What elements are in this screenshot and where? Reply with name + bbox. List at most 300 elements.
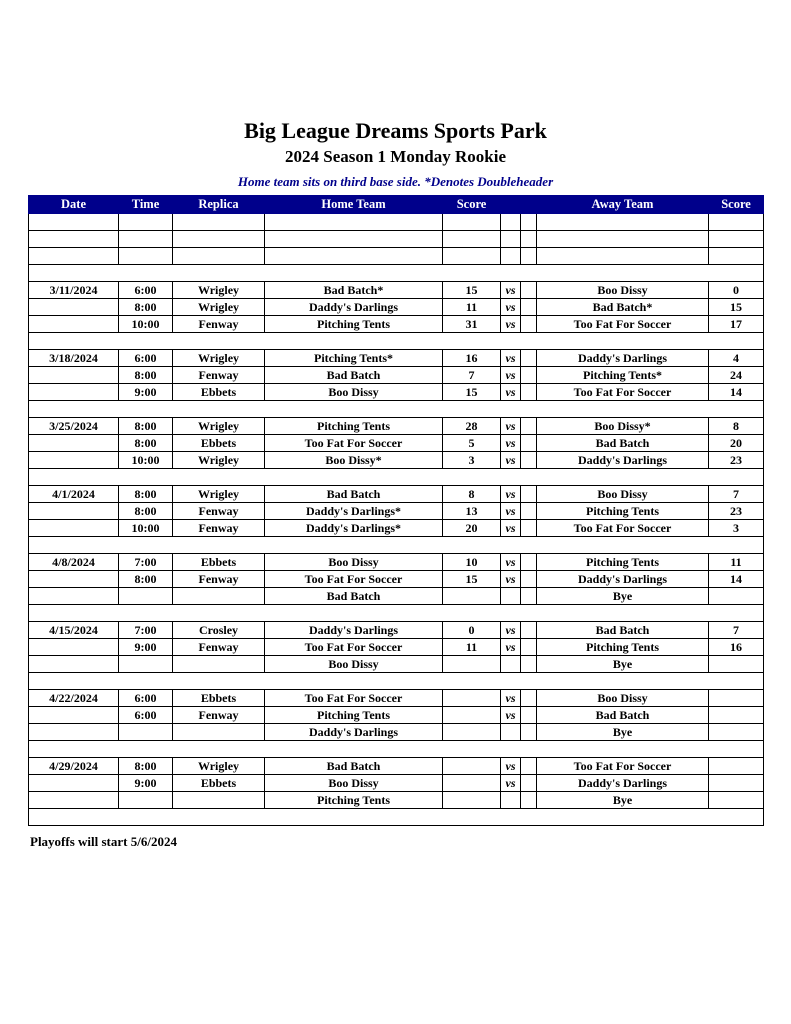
- time-cell: 8:00: [119, 367, 173, 384]
- replica-cell: Wrigley: [173, 486, 265, 503]
- home-team-cell: [265, 248, 443, 265]
- vs-cell: vs: [501, 622, 521, 639]
- sep-row: [29, 333, 764, 350]
- replica-cell: [173, 724, 265, 741]
- away-score-cell: 24: [709, 367, 764, 384]
- home-score-cell: [443, 231, 501, 248]
- away-team-cell: Bad Batch: [537, 435, 709, 452]
- vs-cell: vs: [501, 690, 521, 707]
- home-team-cell: Pitching Tents*: [265, 350, 443, 367]
- date-cell: 4/29/2024: [29, 758, 119, 775]
- gap-cell: [521, 299, 537, 316]
- home-team-cell: Boo Dissy: [265, 554, 443, 571]
- away-score-cell: 16: [709, 639, 764, 656]
- away-score-cell: [709, 690, 764, 707]
- home-score-cell: 15: [443, 384, 501, 401]
- vs-cell: [501, 588, 521, 605]
- vs-cell: vs: [501, 554, 521, 571]
- date-cell: [29, 214, 119, 231]
- schedule-table: [28, 195, 764, 826]
- time-cell: 8:00: [119, 758, 173, 775]
- home-team-cell: [265, 231, 443, 248]
- home-team-note: Home team sits on third base side. *Denotes Doubleheader: [237, 174, 554, 189]
- away-score-cell: [709, 588, 764, 605]
- date-cell: [29, 656, 119, 673]
- replica-cell: Crosley: [173, 622, 265, 639]
- replica-cell: Wrigley: [173, 350, 265, 367]
- replica-cell: [173, 656, 265, 673]
- time-cell: 9:00: [119, 384, 173, 401]
- away-score-cell: 14: [709, 571, 764, 588]
- date-cell: [29, 571, 119, 588]
- time-cell: 10:00: [119, 520, 173, 537]
- home-team-cell: Pitching Tents: [265, 792, 443, 809]
- date-cell: [29, 520, 119, 537]
- date-cell: [29, 452, 119, 469]
- home-team-cell: Bad Batch: [265, 758, 443, 775]
- game-row: [29, 707, 764, 724]
- blank-row: [29, 248, 764, 265]
- away-score-cell: 8: [709, 418, 764, 435]
- away-score-cell: 20: [709, 435, 764, 452]
- away-team-cell: Bye: [537, 656, 709, 673]
- home-team-cell: Bad Batch: [265, 588, 443, 605]
- away-score-cell: 17: [709, 316, 764, 333]
- gap-cell: [521, 792, 537, 809]
- home-score-cell: 5: [443, 435, 501, 452]
- home-score-cell: 11: [443, 299, 501, 316]
- vs-cell: vs: [501, 571, 521, 588]
- bye-row: [29, 588, 764, 605]
- page-title: Big League Dreams Sports Park: [244, 118, 547, 143]
- gap-cell: [521, 554, 537, 571]
- gap-cell: [521, 656, 537, 673]
- date-cell: [29, 231, 119, 248]
- home-score-cell: [443, 792, 501, 809]
- away-team-cell: Boo Dissy*: [537, 418, 709, 435]
- away-team-cell: Daddy's Darlings: [537, 350, 709, 367]
- time-cell: 8:00: [119, 571, 173, 588]
- away-team-cell: Too Fat For Soccer: [537, 520, 709, 537]
- col-header-time: Time: [119, 196, 173, 214]
- away-team-cell: Pitching Tents: [537, 554, 709, 571]
- time-cell: 8:00: [119, 503, 173, 520]
- away-team-cell: Bad Batch: [537, 622, 709, 639]
- game-row: [29, 571, 764, 588]
- home-team-cell: [265, 214, 443, 231]
- sep-row: [29, 401, 764, 418]
- separator-band: [29, 605, 764, 622]
- date-cell: [29, 299, 119, 316]
- gap-cell: [521, 452, 537, 469]
- game-row: [29, 316, 764, 333]
- replica-cell: Fenway: [173, 639, 265, 656]
- vs-cell: vs: [501, 435, 521, 452]
- vs-cell: vs: [501, 486, 521, 503]
- col-header-date: Date: [29, 196, 119, 214]
- away-team-cell: Bye: [537, 588, 709, 605]
- home-score-cell: 10: [443, 554, 501, 571]
- home-team-cell: Pitching Tents: [265, 707, 443, 724]
- time-cell: 8:00: [119, 418, 173, 435]
- col-header-home-team: Home Team: [265, 196, 443, 214]
- replica-cell: Wrigley: [173, 452, 265, 469]
- home-team-cell: Daddy's Darlings: [265, 622, 443, 639]
- time-cell: [119, 724, 173, 741]
- home-score-cell: 0: [443, 622, 501, 639]
- away-team-cell: Daddy's Darlings: [537, 452, 709, 469]
- vs-cell: [501, 231, 521, 248]
- home-team-cell: Daddy's Darlings*: [265, 503, 443, 520]
- sep-row: [29, 537, 764, 554]
- time-cell: [119, 214, 173, 231]
- home-team-cell: Too Fat For Soccer: [265, 690, 443, 707]
- time-cell: [119, 231, 173, 248]
- home-team-cell: Boo Dissy: [265, 656, 443, 673]
- col-header-away-team: Away Team: [537, 196, 709, 214]
- game-row: [29, 758, 764, 775]
- away-team-cell: Too Fat For Soccer: [537, 316, 709, 333]
- date-cell: 3/18/2024: [29, 350, 119, 367]
- separator-band: [29, 333, 764, 350]
- home-score-cell: 11: [443, 639, 501, 656]
- game-row: [29, 554, 764, 571]
- home-score-cell: [443, 707, 501, 724]
- gap-cell: [521, 248, 537, 265]
- home-score-cell: 7: [443, 367, 501, 384]
- replica-cell: Ebbets: [173, 775, 265, 792]
- home-team-cell: Daddy's Darlings: [265, 299, 443, 316]
- gap-cell: [521, 384, 537, 401]
- date-cell: 3/11/2024: [29, 282, 119, 299]
- replica-cell: Wrigley: [173, 418, 265, 435]
- away-score-cell: 15: [709, 299, 764, 316]
- time-cell: 8:00: [119, 299, 173, 316]
- col-header-gap: [521, 196, 537, 214]
- separator-band: [29, 537, 764, 554]
- vs-cell: vs: [501, 452, 521, 469]
- separator-band: [29, 401, 764, 418]
- home-score-cell: [443, 588, 501, 605]
- playoffs-note: Playoffs will start 5/6/2024: [30, 834, 177, 849]
- date-cell: 4/1/2024: [29, 486, 119, 503]
- replica-cell: [173, 792, 265, 809]
- bye-row: [29, 656, 764, 673]
- home-score-cell: [443, 248, 501, 265]
- header-row: [29, 196, 764, 214]
- away-score-cell: [709, 707, 764, 724]
- separator-band: [29, 809, 764, 826]
- replica-cell: Fenway: [173, 316, 265, 333]
- page-header: [0, 0, 791, 190]
- replica-cell: [173, 248, 265, 265]
- vs-cell: [501, 214, 521, 231]
- home-team-cell: Bad Batch: [265, 367, 443, 384]
- sep-row: [29, 673, 764, 690]
- home-score-cell: [443, 690, 501, 707]
- time-cell: 7:00: [119, 622, 173, 639]
- home-team-cell: Pitching Tents: [265, 316, 443, 333]
- away-team-cell: Pitching Tents: [537, 639, 709, 656]
- game-row: [29, 690, 764, 707]
- away-score-cell: [709, 724, 764, 741]
- replica-cell: Fenway: [173, 520, 265, 537]
- gap-cell: [521, 707, 537, 724]
- separator-band: [29, 469, 764, 486]
- home-score-cell: 31: [443, 316, 501, 333]
- away-score-cell: 11: [709, 554, 764, 571]
- away-team-cell: Boo Dissy: [537, 282, 709, 299]
- away-team-cell: Pitching Tents*: [537, 367, 709, 384]
- away-team-cell: Too Fat For Soccer: [537, 758, 709, 775]
- gap-cell: [521, 316, 537, 333]
- home-team-cell: Too Fat For Soccer: [265, 571, 443, 588]
- date-cell: 4/15/2024: [29, 622, 119, 639]
- schedule-body: [29, 214, 764, 826]
- away-team-cell: Daddy's Darlings: [537, 571, 709, 588]
- replica-cell: [173, 231, 265, 248]
- home-score-cell: 28: [443, 418, 501, 435]
- sep-row: [29, 809, 764, 826]
- time-cell: 7:00: [119, 554, 173, 571]
- replica-cell: Wrigley: [173, 282, 265, 299]
- game-row: [29, 520, 764, 537]
- home-score-cell: [443, 724, 501, 741]
- away-team-cell: Pitching Tents: [537, 503, 709, 520]
- sep-row: [29, 741, 764, 758]
- date-cell: [29, 792, 119, 809]
- time-cell: 6:00: [119, 350, 173, 367]
- gap-cell: [521, 486, 537, 503]
- replica-cell: Wrigley: [173, 299, 265, 316]
- date-cell: [29, 248, 119, 265]
- replica-cell: Ebbets: [173, 384, 265, 401]
- home-team-cell: Bad Batch*: [265, 282, 443, 299]
- date-cell: [29, 639, 119, 656]
- replica-cell: Fenway: [173, 503, 265, 520]
- date-cell: [29, 384, 119, 401]
- gap-cell: [521, 724, 537, 741]
- home-score-cell: 3: [443, 452, 501, 469]
- home-team-cell: Pitching Tents: [265, 418, 443, 435]
- vs-cell: vs: [501, 520, 521, 537]
- separator-band: [29, 673, 764, 690]
- vs-cell: vs: [501, 418, 521, 435]
- col-header-vs: [501, 196, 521, 214]
- gap-cell: [521, 503, 537, 520]
- gap-cell: [521, 520, 537, 537]
- home-team-cell: Daddy's Darlings*: [265, 520, 443, 537]
- date-cell: 4/22/2024: [29, 690, 119, 707]
- game-row: [29, 503, 764, 520]
- blank-row: [29, 231, 764, 248]
- game-row: [29, 282, 764, 299]
- home-score-cell: [443, 758, 501, 775]
- vs-cell: vs: [501, 316, 521, 333]
- home-team-cell: Too Fat For Soccer: [265, 435, 443, 452]
- date-cell: [29, 435, 119, 452]
- date-cell: 4/8/2024: [29, 554, 119, 571]
- replica-cell: Ebbets: [173, 435, 265, 452]
- away-score-cell: [709, 656, 764, 673]
- away-score-cell: 4: [709, 350, 764, 367]
- date-cell: [29, 503, 119, 520]
- game-row: [29, 452, 764, 469]
- away-score-cell: 7: [709, 486, 764, 503]
- replica-cell: Wrigley: [173, 758, 265, 775]
- game-row: [29, 622, 764, 639]
- time-cell: 10:00: [119, 316, 173, 333]
- away-team-cell: Bye: [537, 792, 709, 809]
- vs-cell: [501, 724, 521, 741]
- time-cell: 6:00: [119, 282, 173, 299]
- gap-cell: [521, 639, 537, 656]
- vs-cell: vs: [501, 367, 521, 384]
- time-cell: 9:00: [119, 775, 173, 792]
- away-score-cell: 14: [709, 384, 764, 401]
- time-cell: 8:00: [119, 435, 173, 452]
- home-score-cell: 13: [443, 503, 501, 520]
- date-cell: [29, 367, 119, 384]
- away-score-cell: [709, 792, 764, 809]
- gap-cell: [521, 588, 537, 605]
- vs-cell: vs: [501, 384, 521, 401]
- game-row: [29, 418, 764, 435]
- gap-cell: [521, 231, 537, 248]
- separator-band: [29, 741, 764, 758]
- away-team-cell: Daddy's Darlings: [537, 775, 709, 792]
- home-score-cell: [443, 214, 501, 231]
- away-score-cell: 23: [709, 452, 764, 469]
- date-cell: 3/25/2024: [29, 418, 119, 435]
- home-team-cell: Too Fat For Soccer: [265, 639, 443, 656]
- away-team-cell: Boo Dissy: [537, 690, 709, 707]
- vs-cell: [501, 656, 521, 673]
- blank-row: [29, 214, 764, 231]
- vs-cell: vs: [501, 707, 521, 724]
- time-cell: 6:00: [119, 707, 173, 724]
- gap-cell: [521, 775, 537, 792]
- away-team-cell: [537, 231, 709, 248]
- away-team-cell: [537, 248, 709, 265]
- away-team-cell: Boo Dissy: [537, 486, 709, 503]
- home-team-cell: Bad Batch: [265, 486, 443, 503]
- gap-cell: [521, 282, 537, 299]
- vs-cell: vs: [501, 282, 521, 299]
- gap-cell: [521, 350, 537, 367]
- time-cell: 8:00: [119, 486, 173, 503]
- home-score-cell: [443, 656, 501, 673]
- away-team-cell: Bad Batch: [537, 707, 709, 724]
- vs-cell: vs: [501, 758, 521, 775]
- away-team-cell: Too Fat For Soccer: [537, 384, 709, 401]
- date-cell: [29, 316, 119, 333]
- vs-cell: vs: [501, 775, 521, 792]
- time-cell: [119, 248, 173, 265]
- game-row: [29, 299, 764, 316]
- home-score-cell: [443, 775, 501, 792]
- replica-cell: [173, 214, 265, 231]
- time-cell: 10:00: [119, 452, 173, 469]
- vs-cell: vs: [501, 503, 521, 520]
- game-row: [29, 435, 764, 452]
- away-score-cell: [709, 231, 764, 248]
- game-row: [29, 384, 764, 401]
- home-team-cell: Boo Dissy: [265, 384, 443, 401]
- gap-cell: [521, 435, 537, 452]
- home-team-cell: Boo Dissy: [265, 775, 443, 792]
- away-team-cell: [537, 214, 709, 231]
- vs-cell: vs: [501, 639, 521, 656]
- vs-cell: [501, 792, 521, 809]
- away-score-cell: 0: [709, 282, 764, 299]
- col-header-replica: Replica: [173, 196, 265, 214]
- vs-cell: vs: [501, 350, 521, 367]
- time-cell: [119, 656, 173, 673]
- away-score-cell: [709, 775, 764, 792]
- date-cell: [29, 588, 119, 605]
- home-team-cell: Daddy's Darlings: [265, 724, 443, 741]
- replica-cell: Fenway: [173, 367, 265, 384]
- away-score-cell: [709, 758, 764, 775]
- bye-row: [29, 724, 764, 741]
- sep-row: [29, 265, 764, 282]
- away-score-cell: [709, 214, 764, 231]
- home-score-cell: 16: [443, 350, 501, 367]
- season-subtitle: 2024 Season 1 Monday Rookie: [284, 147, 507, 166]
- home-score-cell: 20: [443, 520, 501, 537]
- gap-cell: [521, 418, 537, 435]
- time-cell: [119, 588, 173, 605]
- away-score-cell: [709, 248, 764, 265]
- game-row: [29, 775, 764, 792]
- away-score-cell: 3: [709, 520, 764, 537]
- gap-cell: [521, 571, 537, 588]
- game-row: [29, 350, 764, 367]
- game-row: [29, 367, 764, 384]
- gap-cell: [521, 367, 537, 384]
- date-cell: [29, 707, 119, 724]
- gap-cell: [521, 758, 537, 775]
- gap-cell: [521, 214, 537, 231]
- away-team-cell: Bye: [537, 724, 709, 741]
- away-score-cell: 23: [709, 503, 764, 520]
- time-cell: 6:00: [119, 690, 173, 707]
- date-cell: [29, 775, 119, 792]
- time-cell: 9:00: [119, 639, 173, 656]
- col-header-home-score: Score: [443, 196, 501, 214]
- sep-row: [29, 469, 764, 486]
- replica-cell: Ebbets: [173, 554, 265, 571]
- home-score-cell: 8: [443, 486, 501, 503]
- vs-cell: [501, 248, 521, 265]
- away-team-cell: Bad Batch*: [537, 299, 709, 316]
- away-score-cell: 7: [709, 622, 764, 639]
- replica-cell: Fenway: [173, 571, 265, 588]
- gap-cell: [521, 690, 537, 707]
- replica-cell: Ebbets: [173, 690, 265, 707]
- sep-row: [29, 605, 764, 622]
- date-cell: [29, 724, 119, 741]
- gap-cell: [521, 622, 537, 639]
- time-cell: [119, 792, 173, 809]
- home-score-cell: 15: [443, 571, 501, 588]
- game-row: [29, 639, 764, 656]
- game-row: [29, 486, 764, 503]
- home-team-cell: Boo Dissy*: [265, 452, 443, 469]
- separator-band: [29, 265, 764, 282]
- vs-cell: vs: [501, 299, 521, 316]
